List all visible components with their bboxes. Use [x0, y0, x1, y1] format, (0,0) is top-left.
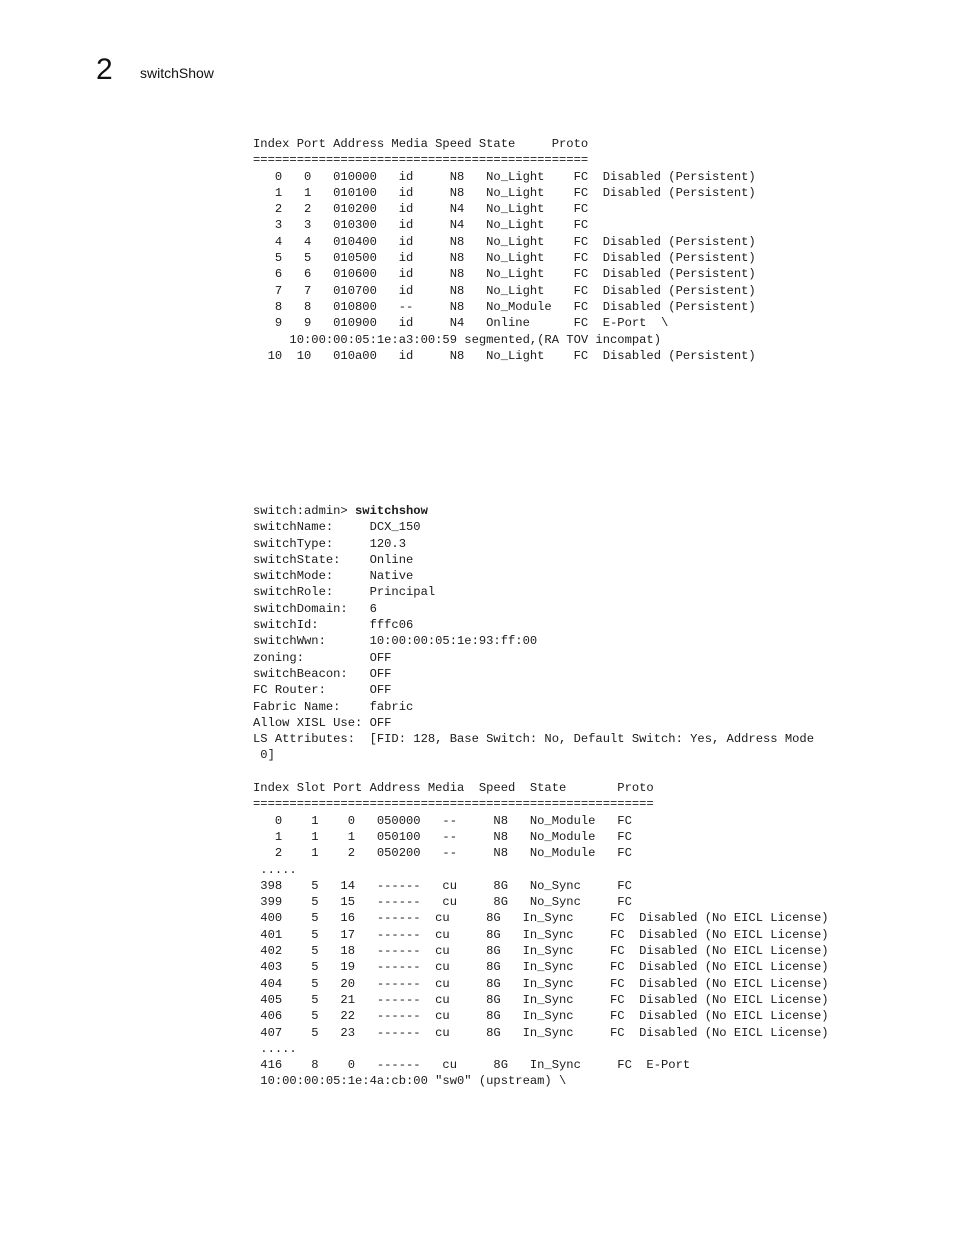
code-line: FC Router: OFF: [253, 683, 392, 698]
code-example-port-table: [253, 136, 756, 364]
code-line: LS Attributes: [FID: 128, Base Switch: No, Default Switch: Yes, Address Mode: [253, 732, 814, 747]
code-line: 4 4 010400 id N8 No_Light FC Disabled (Persistent): [253, 234, 756, 249]
code-example-switchshow: [253, 503, 829, 1090]
code-line: switchId: fffc06: [253, 618, 414, 633]
code-line: 407 5 23 ------ cu 8G In_Sync FC Disabled (No EICL License): [253, 1025, 829, 1040]
code-line: 416 8 0 ------ cu 8G In_Sync FC E-Port: [253, 1058, 691, 1073]
code-line: 1 1 010100 id N8 No_Light FC Disabled (Persistent): [253, 185, 756, 200]
code-line: 405 5 21 ------ cu 8G In_Sync FC Disabled (No EICL License): [253, 992, 829, 1007]
code-line: ==============================================: [253, 153, 589, 168]
code-line: 3 3 010300 id N4 No_Light FC: [253, 218, 589, 233]
code-line: 2 1 2 050200 -- N8 No_Module FC: [253, 846, 632, 861]
code-line: 404 5 20 ------ cu 8G In_Sync FC Disabled (No EICL License): [253, 976, 829, 991]
code-line: switchBeacon: OFF: [253, 666, 392, 681]
code-line: 2 2 010200 id N4 No_Light FC: [253, 202, 589, 217]
code-line: Index Port Address Media Speed State Proto: [253, 137, 589, 151]
code-line: 8 8 010800 -- N8 No_Module FC Disabled (Persistent): [253, 299, 756, 314]
chapter-number: 2: [96, 53, 113, 86]
code-line: switchMode: Native: [253, 569, 414, 584]
code-line: 10 10 010a00 id N8 No_Light FC Disabled (Persistent): [253, 348, 756, 363]
code-line: 402 5 18 ------ cu 8G In_Sync FC Disabled (No EICL License): [253, 944, 829, 959]
code-line: switchWwn: 10:00:00:05:1e:93:ff:00: [253, 634, 538, 649]
code-line: switchType: 120.3: [253, 536, 406, 551]
code-line: switchName: DCX_150: [253, 520, 421, 535]
code-line: 0]: [253, 748, 275, 763]
code-line: 401 5 17 ------ cu 8G In_Sync FC Disabled (No EICL License): [253, 927, 829, 942]
code-line: 10:00:00:05:1e:4a:cb:00 "sw0" (upstream) \: [253, 1074, 567, 1089]
code-line: 1 1 1 050100 -- N8 No_Module FC: [253, 829, 632, 844]
code-line: 9 9 010900 id N4 Online FC E-Port \: [253, 316, 669, 331]
code-line: =======================================================: [253, 797, 654, 812]
code-line: .....: [253, 862, 297, 877]
code-line: 7 7 010700 id N8 No_Light FC Disabled (Persistent): [253, 283, 756, 298]
code-line: 0 0 010000 id N8 No_Light FC Disabled (Persistent): [253, 169, 756, 184]
code-line: Allow XISL Use: OFF: [253, 715, 392, 730]
code-line: 399 5 15 ------ cu 8G No_Sync FC: [253, 895, 632, 910]
code-line: switchDomain: 6: [253, 601, 377, 616]
code-line: 398 5 14 ------ cu 8G No_Sync FC: [253, 878, 632, 893]
command-text: switchshow: [355, 504, 428, 518]
code-line: [253, 764, 829, 780]
code-line: zoning: OFF: [253, 650, 392, 665]
code-line: .....: [253, 1041, 297, 1056]
code-line: 406 5 22 ------ cu 8G In_Sync FC Disabled (No EICL License): [253, 1009, 829, 1024]
code-line: Fabric Name: fabric: [253, 699, 414, 714]
code-line: 5 5 010500 id N8 No_Light FC Disabled (Persistent): [253, 251, 756, 266]
running-header: switchShow: [140, 65, 214, 81]
command-line: [253, 503, 829, 519]
code-line: 400 5 16 ------ cu 8G In_Sync FC Disabled (No EICL License): [253, 911, 829, 926]
code-line: switchRole: Principal: [253, 585, 436, 600]
code-line: 0 1 0 050000 -- N8 No_Module FC: [253, 813, 632, 828]
code-line: 6 6 010600 id N8 No_Light FC Disabled (Persistent): [253, 267, 756, 282]
code-line: Index Slot Port Address Media Speed State Proto: [253, 781, 654, 796]
code-line: 10:00:00:05:1e:a3:00:59 segmented,(RA TOV incompat): [253, 332, 661, 347]
code-line: switchState: Online: [253, 552, 414, 567]
shell-prompt: switch:admin>: [253, 504, 355, 518]
code-line: 403 5 19 ------ cu 8G In_Sync FC Disabled (No EICL License): [253, 960, 829, 975]
